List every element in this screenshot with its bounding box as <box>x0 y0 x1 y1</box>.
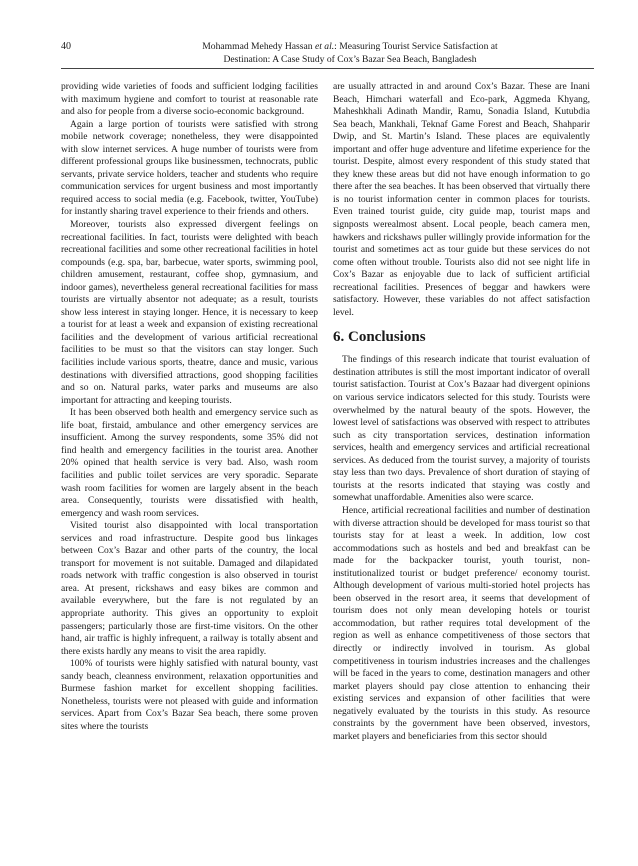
body-paragraph: Visited tourist also disappointed with local transportation services and road infrastructure. Despite good bus linkages between Cox’s Bazar and other parts of the country, the local transport for movement is not suitable. Damaged and dilapidated roads network with traffic congestion is also observed in tourist area. At present, rickshaws and easy bikes are common and available everywhere, but the fare is not regulated by an appropriate authority. This gives an opportunity to exploit passengers; particularly those are first-time visitors. On the other hand, air traffic is highly infrequent, a railway is totally absent and there exists hardly any means to visit the area rapidly. <box>61 520 318 657</box>
running-header <box>150 40 550 66</box>
body-paragraph: Again a large portion of tourists were satisfied with strong mobile network coverage; nonetheless, they were disappointed with slow internet services. A huge number of tourists were from different professional groups like businessmen, technocrats, public servants, private service holders, teacher and students who require communication services for urgent business and most importantly required access to social media (e.g. Facebook, twitter, YouTube) for instantly sharing travel experience to their friends and others. <box>61 118 318 218</box>
header-authors: Mohammad Mehedy Hassan <box>202 41 315 52</box>
header-title-part: : Measuring Tourist Service Satisfaction at <box>334 41 498 52</box>
running-header-line-1 <box>150 40 550 53</box>
body-paragraph: Moreover, tourists also expressed divergent feelings on recreational facilities. In fact, tourists were delighted with beach recreational facilities and some other recreational facilities in hotel compounds (e.g. spa, bar, barbecue, water sports, swimming pool, children amusement, restaurant, coffee shop, gymnasium, and indoor games), nevertheless general recreational facilities for mass tourists are virtually absentor not adequate; as a result, tourists show less interest in staying longer. Hence, it is necessary to keep a tourist for at least a week and expansion of existing recreational facilities and the development of various artificial recreational facilities to be must so that the visitors can stay longer. Such facilities include various sports, theatre, dance and music, various destinations with diversified attractions, good shopping facilities and so on. Natural parks, water parks and museums are also important for attracting and keeping tourists. <box>61 219 318 406</box>
running-header-line-2: Destination: A Case Study of Cox’s Bazar Sea Beach, Bangladesh <box>223 54 477 65</box>
body-paragraph: Hence, artificial recreational facilities and number of destination with diverse attraction should be developed for mass tourist so that tourists stay for at least a week. In addition, low cost accommodations such as hostels and bed and breakfast can be made for the backpacker tourist, youth tourist, non-institutionalized tourist or budget preference/ economy tourist. Although development of various multi-storied hotel projects has been observed in the resort area, it seems that development of tourism does not only mean developing hotels or tourist accommodation, but rather requires total development of the region as well as enhance competitiveness of those sectors that directly or indirectly involved in tourism. As global competitiveness in tourism industries increases and the challenges will be faced in the years to come, destination managers and other market players should pay close attention to enhancing their existing services and expansion of other facilities that were negatively evaluated by the tourists in this study. As resource constraints by the government have been observed, investors, market players and beneficiaries from this sector should <box>333 504 590 742</box>
right-column <box>333 81 590 846</box>
section-heading: 6. Conclusions <box>333 329 426 346</box>
header-rule <box>61 68 594 69</box>
header-etal: et al. <box>314 41 335 52</box>
body-paragraph: are usually attracted in and around Cox’s Bazar. These are Inani Beach, Himchari waterfall and Eco-park, Aggmeda Khyang, Maheshkhali Adinath Mandir, Ramu, Sonadia Island, Kutubdia Sea beach, Mankhali, Teknaf Game Forest and Beach, Shahparir Dwip, and St. Martin’s Island. These places are equivalently important and offer huge adventure and lifetime experience for the tourist. Despite, almost every respondent of this study stated that they knew these areas but did not have enough information to go there after the sea beaches. It has been observed that virtually there is no tourist information center in common places for tourists. Even trained tourist guide, city guide map, tourist maps and signposts werealmost absent. Local people, beach camera men, hawkers and rickshaws puller willingly provide information for the tourist and sometimes act as tour guide but these services do not come often without trouble. Tourists also did not see night life in Cox’s Bazar as enjoyable due to lack of sufficient artificial recreational facilities. Presences of beggar and hawkers were satisfactory. However, these variables do not affect satisfaction level. <box>333 81 590 318</box>
left-column <box>61 81 318 846</box>
body-paragraph: providing wide varieties of foods and sufficient lodging facilities with maximum hygiene and comfort to tourist at reasonable rate and also for people from a diverse socio-economic background. <box>61 81 318 118</box>
body-paragraph: It has been observed both health and emergency service such as life boat, firstaid, ambulance and other emergency services are insufficient. Among the survey respondents, some 35% did not find health and emergency facilities in the tourist area. Another 20% opined that health service is very bad. Also, wash room facilities and public toilet services are very sporadic. Separate wash room facilities for women are largely absent in the beach area. Consequently, tourists were dissatisfied with health, emergency and wash room services. <box>61 407 318 519</box>
body-paragraph: The findings of this research indicate that tourist evaluation of destination attributes is still the most important indicator of overall tourist satisfaction. Tourist at Cox’s Bazaar had divergent opinions on various service indicators selected for this study. Tourists were overwhelmed by the natural beauty of the spots. However, the lowest level of satisfactions was observed with respect to attributes such as city transportation services, destination information services, health and emergency services and artificial recreational services. As deduced from the tourist survey, a majority of tourists stay less than two days. Prevalence of short duration of staying of tourists at the resorts indicated that staying was costly and somewhat unaffordable. Amenities also were scarce. <box>333 354 590 504</box>
body-paragraph: 100% of tourists were highly satisfied with natural bounty, vast sandy beach, cleanness environment, relaxation opportunities and Burmese fashion market for excellent shopping facilities. Nonetheless, tourists were not pleased with guide and information services. Apart from Cox’s Bazar Sea beach, there some proven sites where the tourists <box>61 658 318 732</box>
page-number: 40 <box>61 41 71 52</box>
